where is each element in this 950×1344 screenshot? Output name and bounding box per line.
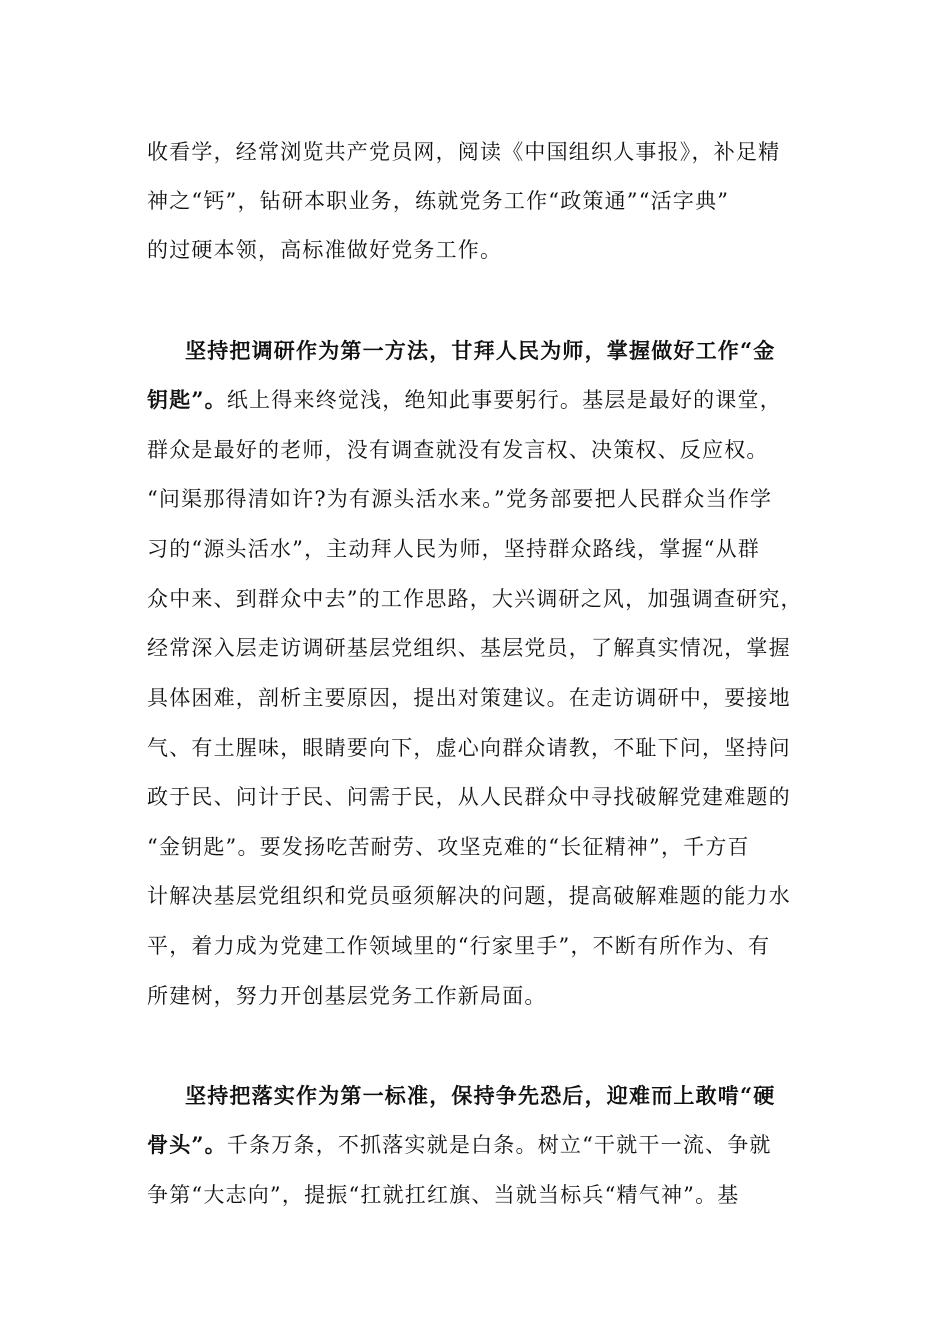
paragraph-2-line-12 [147,881,827,911]
paragraph-2-line-2 [147,385,827,415]
line-text: 神之“钙”，钻研本职业务，练就党务工作“政策通”“活字典” [147,189,730,213]
line-text: 政于民、问计于民、问需于民，从人民群众中寻找破解党建难题的 [147,785,791,809]
line-text: 的过硬本领，高标准做好党务工作。 [147,238,503,262]
paragraph-3-line-1 [185,1081,825,1111]
paragraph-2-line-3 [147,435,827,465]
line-text: 收看学，经常浏览共产党员网，阅读《中国组织人事报》，补足精 [147,140,781,164]
paragraph-heading-text: 坚持把调研作为第一方法，甘拜人民为师，掌握做好工作“金 [185,338,776,363]
paragraph-2-line-7 [147,633,827,663]
paragraph-heading-text: 骨头”。 [147,1132,227,1157]
paragraph-2-line-14 [147,981,827,1011]
paragraph-heading-text: 钥匙”。 [147,387,227,412]
paragraph-2-line-5 [147,534,827,564]
paragraph-2-line-6 [147,584,827,614]
line-text: 计解决基层党组织和党员亟须解决的问题，提高破解难题的能力水 [147,884,791,908]
paragraph-2-line-9 [147,733,827,763]
paragraph-3-line-3 [147,1180,827,1210]
paragraph-2-line-10 [147,782,827,812]
line-text: 具体困难，剖析主要原因，提出对策建议。在走访调研中，要接地 [147,686,791,710]
paragraph-heading-text: 坚持把落实作为第一标准，保持争先恐后，迎难而上敢啃“硬 [185,1083,776,1108]
line-text: 气、有土腥味，眼睛要向下，虚心向群众请教，不耻下问，坚持问 [147,736,791,760]
line-text: 争第“大志向”，提振“扛就扛红旗、当就当标兵“精气神”。基 [147,1183,740,1207]
paragraph-2-line-1 [185,336,825,366]
paragraph-1-line-2 [147,186,827,216]
paragraph-1-line-1 [147,137,827,167]
paragraph-1-line-3 [147,235,827,265]
paragraph-2-line-4 [147,484,827,514]
paragraph-2-line-8 [147,683,827,713]
line-text: 所建树，努力开创基层党务工作新局面。 [147,984,547,1008]
paragraph-2-line-11 [147,832,827,862]
line-text: “金钥匙”。要发扬吃苦耐劳、攻坚克难的“长征精神”，千方百 [147,835,750,859]
line-text: 平，着力成为党建工作领域里的“行家里手”，不断有所作为、有 [147,934,771,958]
paragraph-3-line-2 [147,1130,827,1160]
line-text: 经常深入层走访调研基层党组织、基层党员，了解真实情况，掌握 [147,636,791,660]
line-text: 纸上得来终觉浅，绝知此事要躬行。基层是最好的课堂， [226,388,782,412]
line-text: 习的“源头活水”，主动拜人民为师，坚持群众路线，掌握“从群 [147,537,761,561]
line-text: 千条万条，不抓落实就是白条。树立“干就干一流、争就 [226,1133,772,1157]
paragraph-2-line-13 [147,931,827,961]
line-text: “问渠那得清如许?为有源头活水来。”党务部要把人民群众当作学 [147,487,773,511]
line-text: 群众是最好的老师，没有调查就没有发言权、决策权、反应权。 [147,438,769,462]
line-text: 众中来、到群众中去”的工作思路，大兴调研之风，加强调查研究， [147,587,803,611]
